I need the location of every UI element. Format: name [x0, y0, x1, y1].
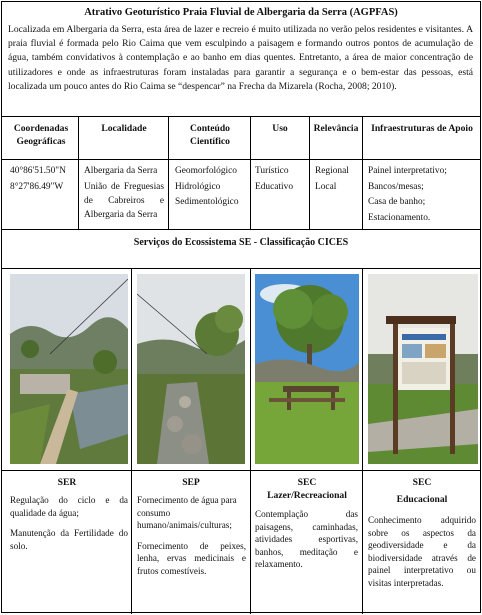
header-infraestruturas: Infraestruturas de Apoio	[371, 123, 473, 134]
column-divider	[250, 116, 251, 229]
page-title: Atrativo Geoturístico Praia Fluvial de Albergaria da Serra (AGPFAS)	[84, 7, 398, 18]
coordinate-lon: 8°27'86.49"W	[10, 181, 64, 192]
localidade-line: União de Freguesias de Cabreiros e Albergaria da Serra	[84, 182, 164, 220]
coordinate-lat: 40°86'51.50"N	[10, 166, 66, 176]
cell-relevancia	[315, 164, 361, 195]
divider	[2, 268, 480, 269]
service-paragraph: Conhecimento adquirido sobre os aspectos da geodiversidade e da biodiversidade através de painel interpretativo ou visitas interpretadas.	[368, 515, 476, 588]
divider	[2, 116, 480, 117]
header-uso: Uso	[272, 123, 288, 134]
service-head-sec-educacional	[365, 476, 479, 506]
column-divider	[168, 116, 169, 229]
divider	[2, 229, 480, 230]
infraestrutura-item: Painel interpretativo;	[368, 166, 447, 176]
column-divider	[309, 116, 310, 229]
service-head-label: SEC	[412, 477, 432, 488]
service-text-sec-lazer	[255, 508, 358, 579]
cell-conteudo	[175, 164, 250, 211]
cell-uso	[255, 164, 309, 195]
column-divider	[131, 268, 132, 614]
service-paragraph: Contemplação das paisagens, caminhadas, atividades esportivas, banhos, meditação e relaxamento.	[255, 509, 358, 569]
photo-river-wooden-walkway	[10, 274, 128, 464]
infraestrutura-item: Estacionamento.	[368, 212, 431, 223]
conteudo-item: Geomorfológico	[175, 166, 237, 176]
header-conteudo: Conteúdo Científico	[190, 123, 230, 147]
column-divider	[78, 116, 79, 229]
intro-paragraph: Localizada em Albergaria da Serra, esta área de lazer e recreio é muito utilizada no verão pelos residentes e visitantes. A praia fluvial é formada pelo Rio Caima que vem esculpindo a paisagem e formando outros pontos de acumulação de água, também convidativos à contemplação e ao banho em dias quentes. Entretanto, a área de maior concentração de utilizadores e onde as infraestruturas foram instaladas para garantir a segurança e o bem-estar das pessoas, está localizada um pouco antes do Rio Caima se “despencar” na Frecha da Mizarela (Rocha, 2008; 2010).	[8, 24, 473, 92]
uso-item: Turístico	[255, 166, 289, 176]
relevancia-item: Local	[315, 181, 337, 192]
uso-item: Educativo	[255, 181, 294, 192]
cell-infraestruturas	[368, 164, 478, 226]
cell-coordenadas	[10, 164, 78, 195]
divider	[2, 470, 480, 471]
service-head-sep: SEP	[182, 477, 200, 488]
service-text-ser	[10, 494, 128, 560]
service-paragraph: Fornecimento de água para consumo humano/animais/culturas;	[137, 495, 237, 530]
header-relevancia: Relevância	[313, 123, 359, 134]
infraestrutura-item: Casa de banho;	[368, 197, 426, 207]
service-head-ser: SER	[57, 477, 77, 488]
service-text-sep	[137, 494, 246, 585]
relevancia-item: Regional	[315, 166, 349, 176]
column-divider	[250, 268, 251, 614]
localidade-line: Albergaria da Serra	[84, 166, 158, 176]
service-subhead: Educacional	[396, 494, 448, 505]
divider	[2, 159, 480, 160]
service-paragraph: Fornecimento de peixes, lenha, ervas medicinais e frutos comestíveis.	[137, 540, 246, 576]
column-divider	[362, 268, 363, 614]
infraestrutura-item: Bancos/mesas;	[368, 181, 424, 192]
service-text-sec-educacional	[368, 514, 476, 597]
cell-localidade	[84, 164, 164, 222]
service-subhead: Lazer/Recreacional	[267, 490, 347, 501]
conteudo-item: Sedimentológico	[175, 197, 239, 207]
photo-interpretive-panel	[368, 274, 478, 464]
header-localidade: Localidade	[101, 123, 147, 134]
document-page	[1, 1, 481, 613]
conteudo-item: Hidrológico	[175, 181, 221, 192]
column-divider	[362, 116, 363, 229]
photo-picnic-table	[255, 274, 359, 464]
service-head-label: SEC	[297, 477, 317, 488]
service-head-sec-lazer	[253, 476, 361, 502]
photo-rocky-stream	[137, 274, 245, 464]
service-paragraph: Regulação do ciclo e da qualidade da água;	[10, 495, 128, 518]
services-title: Serviços do Ecossistema SE - Classificação CICES	[133, 237, 349, 248]
service-paragraph: Manutenção da Fertilidade do solo.	[10, 528, 128, 551]
header-coordenadas: Coordenadas Geográficas	[13, 123, 69, 147]
